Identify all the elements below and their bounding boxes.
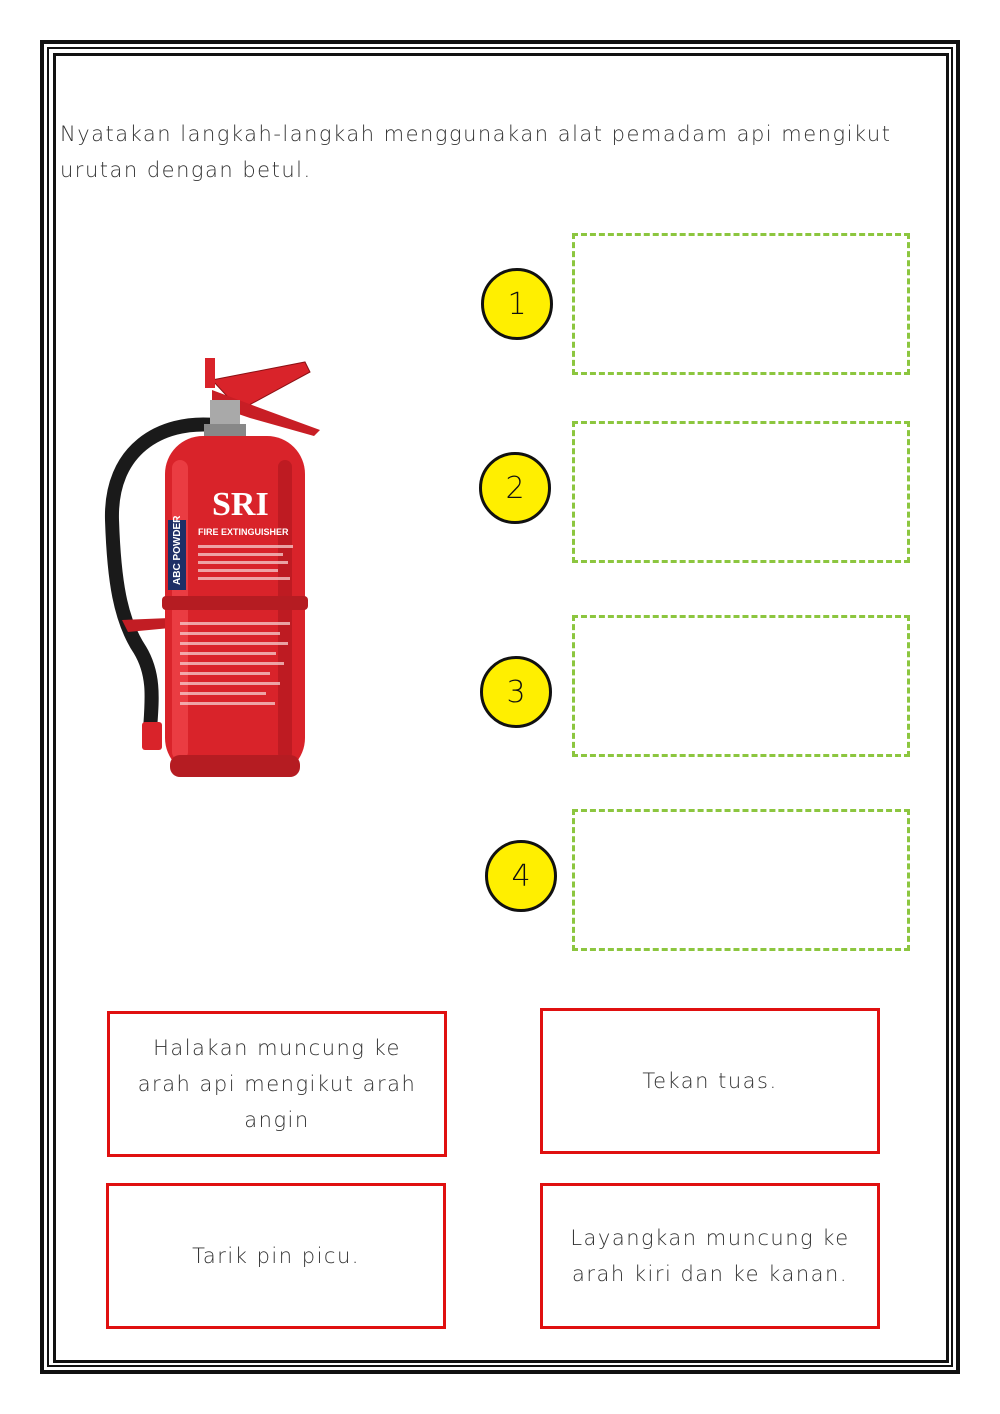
step-number-1: 1 xyxy=(481,268,553,340)
brand-text: SRI xyxy=(212,486,269,523)
hose-bracket xyxy=(122,618,170,632)
step-number-2: 2 xyxy=(479,452,551,524)
step-number-4: 4 xyxy=(485,840,557,912)
answer-drop-box-3[interactable] xyxy=(572,615,910,757)
instruction-text: Nyatakan langkah-langkah menggunakan alat pemadam api mengikut urutan dengan betul. xyxy=(60,122,892,182)
extinguisher-label: FIRE EXTINGUISHER xyxy=(198,527,289,537)
side-label-text: ABC POWDER xyxy=(172,515,183,585)
answer-card-layangkan-muncung[interactable]: Layangkan muncung ke arah kiri dan ke kanan. xyxy=(540,1183,880,1329)
cylinder-base xyxy=(170,755,300,777)
answer-card-tarik-pin[interactable]: Tarik pin picu. xyxy=(106,1183,446,1329)
answer-drop-box-1[interactable] xyxy=(572,233,910,375)
safety-pin xyxy=(205,358,215,388)
answer-card-halakan-muncung[interactable]: Halakan muncung ke arah api mengikut arah angin xyxy=(107,1011,447,1157)
cylinder-band xyxy=(162,596,308,610)
answer-card-tekan-tuas[interactable]: Tekan tuas. xyxy=(540,1008,880,1154)
answer-drop-box-2[interactable] xyxy=(572,421,910,563)
fire-extinguisher-image xyxy=(100,350,340,790)
hose-nozzle xyxy=(142,722,162,750)
step-number-3: 3 xyxy=(480,656,552,728)
answer-drop-box-4[interactable] xyxy=(572,809,910,951)
